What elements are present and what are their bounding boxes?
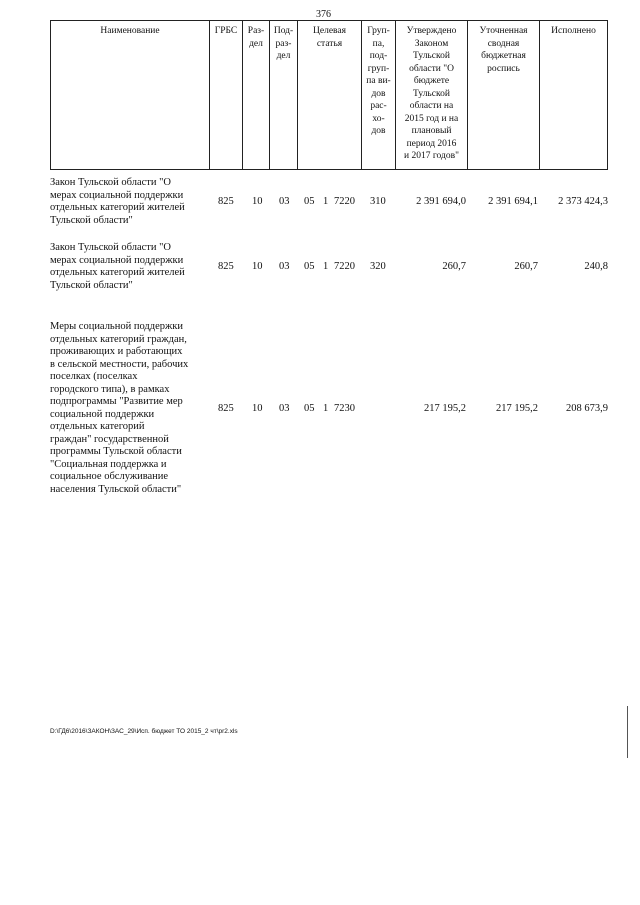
row-razdel: 10 xyxy=(252,403,263,414)
row-grbs: 825 xyxy=(218,403,234,414)
row-target-c: 7220 xyxy=(334,196,355,207)
row-target-c: 7230 xyxy=(334,403,355,414)
row-target-b: 1 xyxy=(323,403,329,414)
row-target-a: 05 xyxy=(304,196,315,207)
row-name: Закон Тульской области "О мерах социальной поддержки отдельных категорий жителей Тульской области" xyxy=(50,177,185,226)
row-group: 310 xyxy=(370,196,386,207)
row-executed: 208 673,9 xyxy=(566,403,608,414)
row-approved: 217 195,2 xyxy=(424,403,466,414)
header-approved: Утверждено Законом Тульской области "О бюджете Тульской области на 2015 год и на плановый период 2016 и 2017 годов" xyxy=(396,20,468,170)
row-razdel: 10 xyxy=(252,196,263,207)
header-name: Наименование xyxy=(50,20,210,170)
page-number: 376 xyxy=(316,9,331,20)
scan-edge-mark xyxy=(627,706,628,758)
row-grbs: 825 xyxy=(218,261,234,272)
row-name: Меры социальной поддержки отдельных категорий граждан, проживающих и работающих в сельской местности, рабочих поселках (поселках городского типа), в рамках подпрограммы "Развитие мер социальной поддержки отдельных категорий граждан" государственной программы Тульской области "Социальная поддержка и социальное обслуживание населения Тульской области" xyxy=(50,321,189,495)
row-grbs: 825 xyxy=(218,196,234,207)
footer-file-path: D:\ГД6\2016\ЗАКОН\ЗАС_29\Исп. бюджет ТО 2015_2 чт\pr2.xls xyxy=(50,728,238,735)
header-refined: Уточненная сводная бюджетная роспись xyxy=(468,20,540,170)
row-executed: 240,8 xyxy=(584,261,608,272)
header-razdel: Раз- дел xyxy=(243,20,270,170)
header-group: Груп- па, под- груп- па ви- дов рас- хо- дов xyxy=(362,20,396,170)
row-executed: 2 373 424,3 xyxy=(558,196,608,207)
row-target-a: 05 xyxy=(304,261,315,272)
row-podrazdel: 03 xyxy=(279,261,290,272)
row-razdel: 10 xyxy=(252,261,263,272)
row-refined: 2 391 694,1 xyxy=(488,196,538,207)
row-target-c: 7220 xyxy=(334,261,355,272)
row-refined: 260,7 xyxy=(514,261,538,272)
row-target-b: 1 xyxy=(323,196,329,207)
row-name: Закон Тульской области "О мерах социальной поддержки отдельных категорий жителей Тульской области" xyxy=(50,242,185,291)
row-target-a: 05 xyxy=(304,403,315,414)
row-approved: 260,7 xyxy=(442,261,466,272)
row-podrazdel: 03 xyxy=(279,403,290,414)
row-refined: 217 195,2 xyxy=(496,403,538,414)
row-approved: 2 391 694,0 xyxy=(416,196,466,207)
header-target: Целевая статья xyxy=(298,20,362,170)
row-group: 320 xyxy=(370,261,386,272)
header-podrazdel: Под- раз- дел xyxy=(270,20,298,170)
row-target-b: 1 xyxy=(323,261,329,272)
header-executed: Исполнено xyxy=(540,20,608,170)
header-grbs: ГРБС xyxy=(210,20,243,170)
row-podrazdel: 03 xyxy=(279,196,290,207)
